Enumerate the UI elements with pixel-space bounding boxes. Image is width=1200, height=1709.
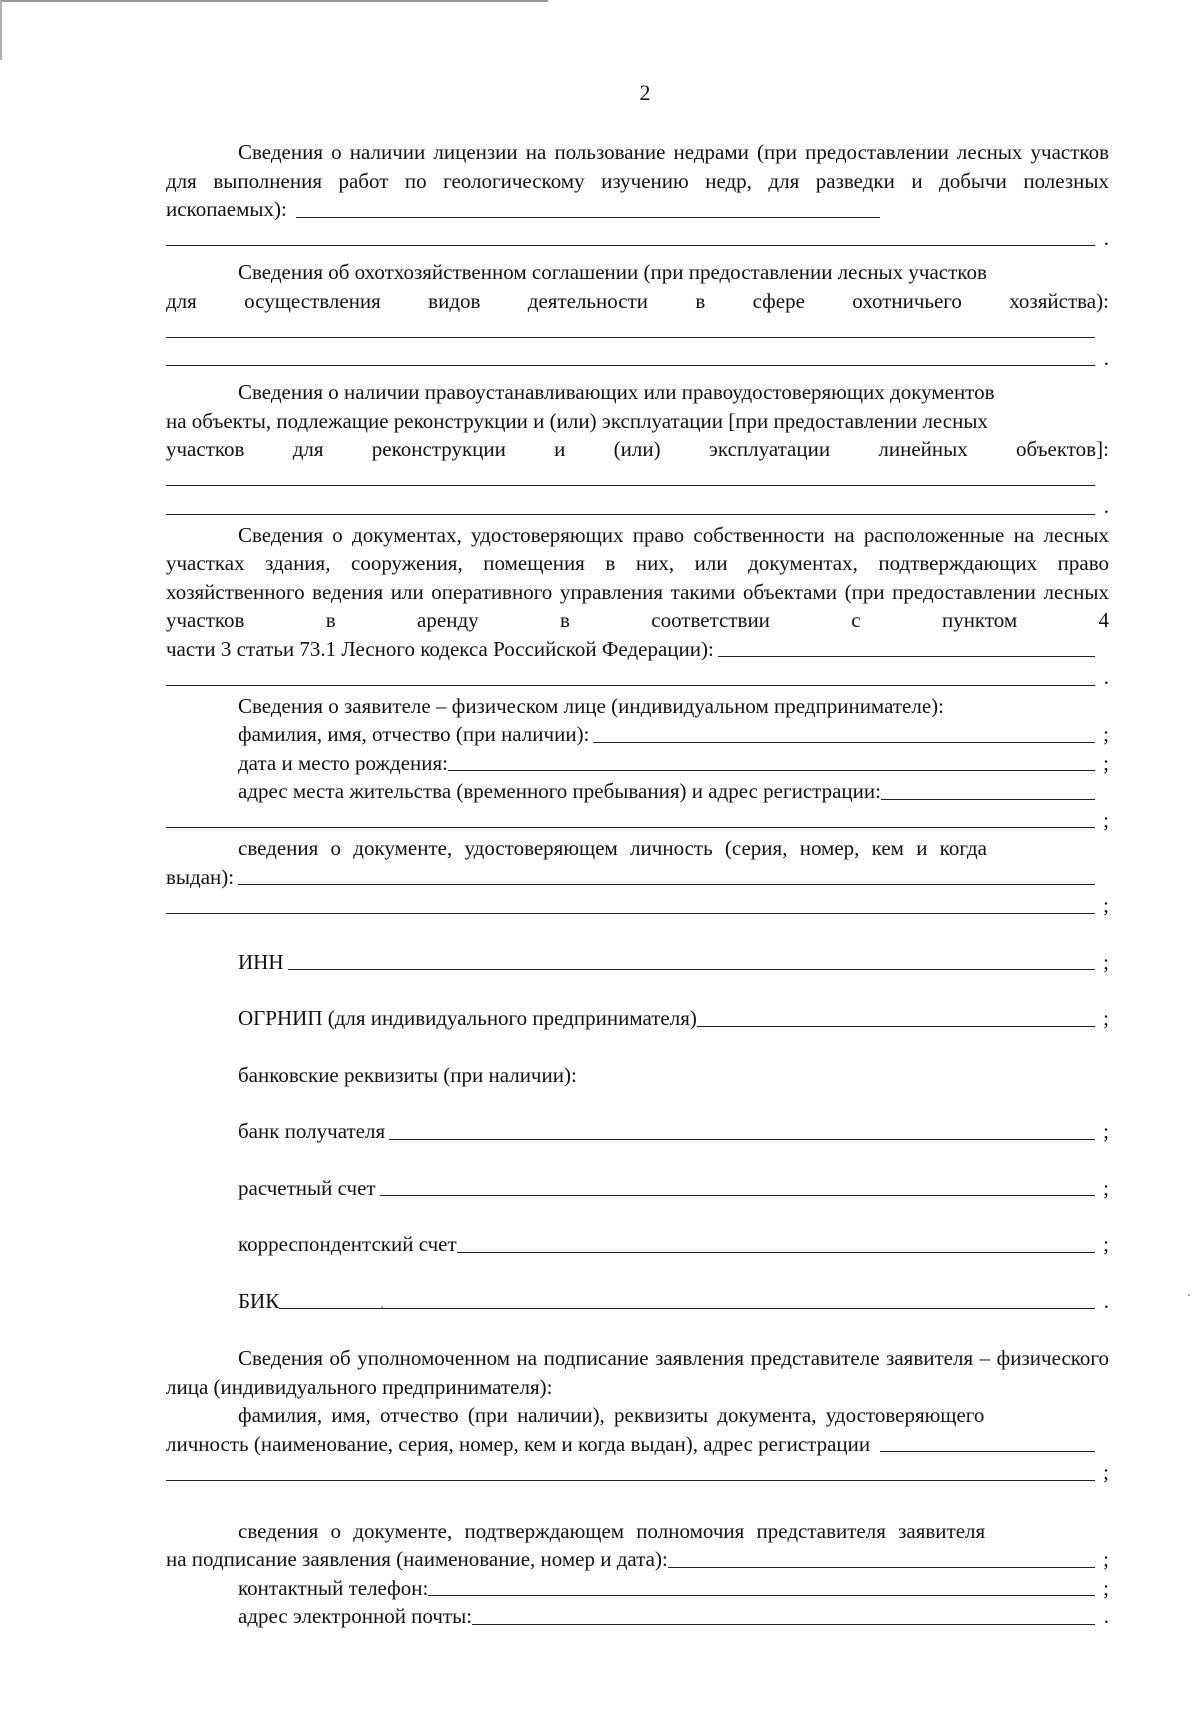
license-line-2 <box>166 224 1109 253</box>
representative-email-input[interactable] <box>472 1624 1095 1625</box>
applicant-fio-input[interactable] <box>593 742 1095 743</box>
hunting-line-4 <box>166 344 1109 373</box>
applicant-address-line-2 <box>166 806 1109 835</box>
applicant-inn-input[interactable] <box>288 969 1096 970</box>
applicant-id-line-2 <box>166 863 1109 892</box>
title-docs-line-2 <box>166 407 1109 436</box>
representative-phone-input[interactable] <box>428 1595 1095 1596</box>
hunting-word: в <box>695 288 706 313</box>
representative-email-label: адрес электронной почты: <box>238 1604 473 1628</box>
hunting-line-1 <box>166 258 1109 287</box>
applicant-corr-label: корреспондентский счет <box>238 1232 457 1256</box>
semicolon-mark: ; <box>1103 1119 1109 1143</box>
representative-phone-label: контактный телефон: <box>238 1575 429 1600</box>
representative-power-label-end: на подписание заявления (наименование, номер и дата): <box>166 1547 668 1571</box>
applicant-birth-line <box>166 749 1109 778</box>
applicant-bik-line <box>166 1287 1109 1316</box>
hunting-line-3 <box>166 315 1109 344</box>
applicant-inn-label: ИНН <box>238 949 284 974</box>
period-mark: . <box>1103 665 1109 689</box>
applicant-account-line <box>166 1174 1109 1203</box>
applicant-id-input[interactable] <box>238 884 1095 885</box>
representative-power-label: сведения о документе, подтверждающем полномочия представителя заявителя <box>238 1518 986 1543</box>
semicolon-mark: ; <box>1103 750 1109 775</box>
hunting-word: сфере <box>752 288 805 313</box>
applicant-account-label: расчетный счет <box>238 1175 376 1200</box>
scan-edge-top <box>0 0 548 2</box>
representative-fio-line-2 <box>166 1430 1109 1459</box>
page-number: 2 <box>639 80 651 105</box>
period-mark: . <box>1103 1288 1109 1313</box>
title-docs-word: реконструкции <box>371 437 506 461</box>
ownership-input-cont[interactable] <box>166 685 1095 686</box>
title-docs-word: участков <box>166 437 245 461</box>
ownership-line-cont <box>166 663 1109 692</box>
applicant-bik-input[interactable] <box>279 1308 1095 1309</box>
hunting-word: видов <box>428 288 481 313</box>
representative-power-input[interactable] <box>668 1567 1095 1568</box>
applicant-bank-input[interactable] <box>389 1139 1095 1140</box>
applicant-id-line <box>166 834 1109 863</box>
title-docs-section <box>166 378 1109 521</box>
applicant-bank-heading: банковские реквизиты (при наличии): <box>238 1062 577 1087</box>
title-docs-line-5 <box>166 492 1109 521</box>
scan-speck <box>1188 1294 1190 1296</box>
applicant-section <box>166 692 1109 1316</box>
scan-edge-left <box>0 0 2 60</box>
semicolon-mark: ; <box>1103 949 1109 974</box>
title-docs-input-cont[interactable] <box>166 514 1095 515</box>
ownership-input[interactable] <box>718 656 1095 657</box>
representative-fio-input-cont[interactable] <box>166 1480 1095 1481</box>
semicolon-mark: ; <box>1103 807 1109 832</box>
applicant-corr-line <box>166 1230 1109 1259</box>
form-body <box>166 138 1109 1631</box>
applicant-address-line <box>166 777 1109 806</box>
representative-heading: Сведения об уполномоченном на подписание заявления представителе заявителя – физического лица (индивидуального предпринимателя): <box>166 1346 1109 1399</box>
applicant-id-input-cont[interactable] <box>166 913 1095 914</box>
title-docs-line-3 <box>166 435 1109 464</box>
applicant-fio-line <box>166 720 1109 749</box>
applicant-id-label-end: выдан): <box>166 864 235 889</box>
hunting-input-cont[interactable] <box>166 365 1095 366</box>
semicolon-mark: ; <box>1103 1175 1109 1200</box>
representative-fio-label: фамилия, имя, отчество (при наличии), реквизиты документа, удостоверяющего <box>238 1403 985 1427</box>
representative-section <box>166 1344 1109 1631</box>
period-mark: . <box>1103 1604 1109 1628</box>
semicolon-mark: ; <box>1103 722 1109 746</box>
ownership-section <box>166 521 1109 692</box>
hunting-word: хозяйства): <box>1009 288 1109 313</box>
title-docs-word: линейных <box>878 437 968 461</box>
applicant-account-input[interactable] <box>380 1195 1095 1196</box>
representative-email-line <box>166 1602 1109 1631</box>
semicolon-mark: ; <box>1103 1575 1109 1600</box>
applicant-ogrnip-input[interactable] <box>697 1026 1095 1027</box>
applicant-id-line-3 <box>166 891 1109 920</box>
title-docs-word: (или) <box>613 437 661 461</box>
period-mark: . <box>1103 345 1109 370</box>
representative-fio-line <box>166 1401 1109 1430</box>
applicant-bank-line <box>166 1117 1109 1146</box>
applicant-inn-line <box>166 948 1109 977</box>
ownership-last-line <box>166 635 1109 664</box>
representative-fio-label-end: личность (наименование, серия, номер, кем и когда выдан), адрес регистрации <box>166 1431 871 1456</box>
representative-power-line <box>166 1517 1109 1546</box>
applicant-ogrnip-label: ОГРНИП (для индивидуального предпринимателя) <box>238 1006 697 1030</box>
applicant-birth-input[interactable] <box>448 770 1095 771</box>
representative-fio-input[interactable] <box>880 1451 1095 1452</box>
title-docs-word: объектов]: <box>1016 437 1109 461</box>
ownership-label: части 3 статьи 73.1 Лесного кодекса Российской Федерации): <box>166 636 714 661</box>
period-mark: . <box>1103 494 1109 518</box>
title-docs-input[interactable] <box>166 485 1095 486</box>
license-input-cont[interactable] <box>166 245 1095 246</box>
hunting-word: для <box>166 288 197 313</box>
title-docs-line-4 <box>166 464 1109 493</box>
applicant-birth-label: дата и место рождения: <box>238 750 449 775</box>
hunting-label: Сведения об охотхозяйственном соглашении (при предоставлении лесных участков <box>238 260 987 284</box>
applicant-heading: Сведения о заявителе – физическом лице (индивидуальном предпринимателе): <box>238 693 944 718</box>
applicant-bik-label: БИК <box>238 1288 280 1313</box>
ownership-text: Сведения о документах, удостоверяющих право собственности на расположенные на лесных участках здания, сооружения, помещения в них, или документах, подтверждающих право хозяйственного ведения или оперативного управления такими объектами (при предоставлении лесных участков в аренду в соответствии с пунктом 4 <box>166 522 1109 632</box>
title-docs-word: эксплуатации <box>708 437 831 461</box>
semicolon-mark: ; <box>1103 893 1109 917</box>
representative-phone-line <box>166 1574 1109 1603</box>
license-section <box>166 138 1109 252</box>
license-label: Сведения о наличии лицензии на пользование недрами (при предоставлении лесных участков для выполнения работ по геологическому изучению недр, для разведки и добычи полезных ископаемых): <box>166 140 1109 221</box>
applicant-id-label: сведения о документе, удостоверяющем личность (серия, номер, кем и когда <box>238 836 987 860</box>
semicolon-mark: ; <box>1103 1460 1109 1484</box>
license-text <box>166 138 1109 224</box>
applicant-address-input[interactable] <box>881 799 1095 800</box>
applicant-bank-label: банк получателя <box>238 1119 386 1143</box>
title-docs-word: для <box>292 437 324 461</box>
representative-fio-line-3 <box>166 1458 1109 1487</box>
applicant-heading-line <box>166 692 1109 721</box>
title-docs-line-1 <box>166 378 1109 407</box>
applicant-ogrnip-line <box>166 1004 1109 1033</box>
applicant-fio-label: фамилия, имя, отчество (при наличии): <box>238 722 590 746</box>
license-input[interactable] <box>296 217 880 218</box>
hunting-word: осуществления <box>244 288 381 313</box>
applicant-bank-heading-line <box>166 1061 1109 1090</box>
hunting-word: деятельности <box>527 288 648 313</box>
title-docs-word: и <box>554 437 566 461</box>
hunting-input[interactable] <box>166 337 1095 338</box>
applicant-corr-input[interactable] <box>457 1252 1095 1253</box>
semicolon-mark: ; <box>1103 1006 1109 1030</box>
period-mark: . <box>1103 225 1109 250</box>
title-docs-label: Сведения о наличии правоустанавливающих или правоудостоверяющих документов <box>238 380 995 404</box>
semicolon-mark: ; <box>1103 1232 1109 1256</box>
applicant-address-input-cont[interactable] <box>166 827 1095 828</box>
representative-power-line-2 <box>166 1545 1109 1574</box>
hunting-word: охотничьего <box>852 288 962 313</box>
hunting-line-2 <box>166 287 1109 316</box>
title-docs-label: на объекты, подлежащие реконструкции и (или) эксплуатации [при предоставлении лесных <box>166 408 988 433</box>
applicant-address-label: адрес места жительства (временного пребывания) и адрес регистрации: <box>238 779 881 803</box>
semicolon-mark: ; <box>1103 1547 1109 1571</box>
hunting-section <box>166 258 1109 372</box>
